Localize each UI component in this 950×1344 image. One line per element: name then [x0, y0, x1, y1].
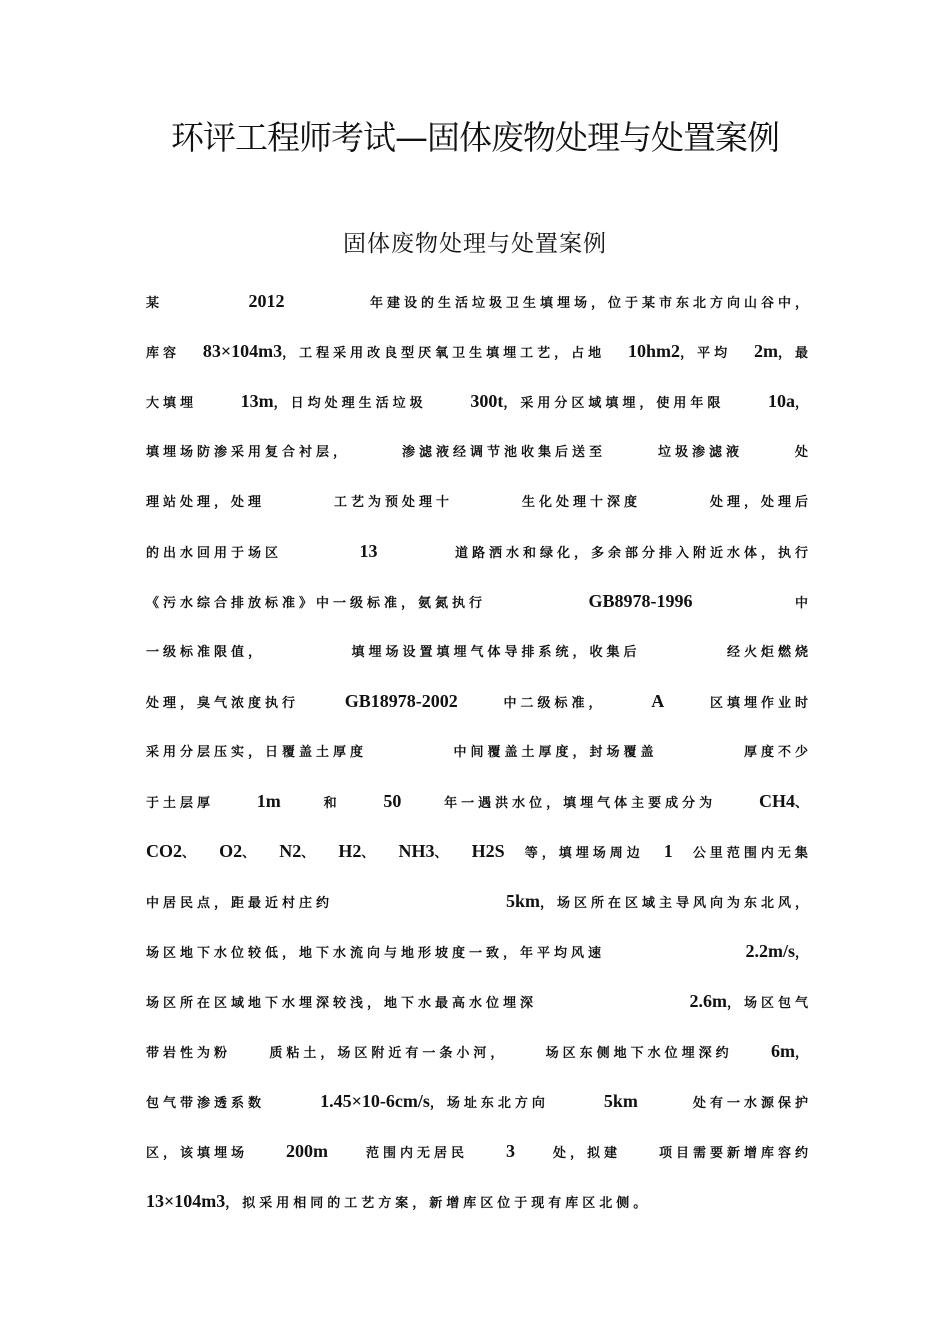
text-segment: 场区地下水位较低，地下水流向与地形坡度一致，年平均风速: [146, 946, 606, 961]
text-line: [146, 536, 812, 586]
text-segment: 公里范围内无集: [692, 846, 812, 861]
text-segment: 包气带渗透系数: [146, 1096, 266, 1111]
text-segment: 区填埋作业时: [709, 696, 812, 711]
text-segment: 50: [383, 791, 402, 811]
text-segment: 质粘土，场区附近有一条小河，: [269, 1046, 508, 1061]
text-line: [146, 336, 812, 386]
text-segment: O2、: [219, 841, 260, 861]
text-segment: 年建设的生活垃圾卫生填埋场，位于某市东北方向山谷中，: [369, 296, 812, 311]
text-segment: 1.45×10-6cm/s，场址东北方向: [320, 1091, 549, 1111]
text-segment: 道路洒水和绿化，多余部分排入附近水体，执行: [454, 546, 812, 561]
text-segment: 《污水综合排放标准》中一级标准，氨氮执行: [146, 596, 487, 611]
text-segment: 5km: [603, 1091, 638, 1111]
text-segment: 渗滤液经调节池收集后送至: [401, 445, 606, 460]
text-segment: 83×104m3，工程采用改良型厌氧卫生填埋工艺，占地: [202, 341, 606, 361]
text-segment: 2.6m，场区包气: [689, 991, 812, 1011]
text-segment: 项目需要新增库容约: [658, 1146, 812, 1161]
text-segment: 垃圾渗滤液: [657, 445, 743, 460]
text-segment: GB8978-1996: [588, 591, 693, 611]
text-segment: 中间覆盖土厚度，封场覆盖: [453, 745, 658, 760]
text-segment: 13m，日均处理生活垃圾: [240, 391, 427, 411]
text-segment: 6m，: [770, 1041, 812, 1061]
text-segment: 填埋场防渗采用复合衬层，: [146, 445, 351, 460]
text-segment: 的出水回用于场区: [146, 546, 283, 561]
text-segment: 300t，采用分区域填埋，使用年限: [470, 391, 725, 411]
text-segment: 范围内无居民: [365, 1146, 468, 1161]
text-segment: 处有一水源保护: [692, 1096, 812, 1111]
text-line: [146, 786, 812, 836]
text-segment: H2、: [338, 841, 379, 861]
text-line: [146, 386, 812, 436]
text-segment: 10a，: [767, 391, 812, 411]
text-segment: 填埋场设置填埋气体导排系统，收集后: [351, 645, 641, 660]
document-title: 环评工程师考试—固体废物处理与处置案例: [171, 118, 779, 157]
text-line: [146, 1086, 812, 1136]
text-segment: A: [651, 691, 665, 711]
text-segment: 200m: [286, 1141, 328, 1161]
text-line: [146, 436, 812, 486]
text-segment: 场区东侧地下水位埋深约: [545, 1046, 733, 1061]
text-line: [146, 886, 812, 936]
text-segment: 厚度不少: [743, 745, 812, 760]
text-segment: 13: [359, 541, 378, 561]
text-line: [146, 1136, 812, 1186]
text-segment: GB18978-2002: [344, 691, 458, 711]
text-line: [146, 686, 812, 736]
text-segment: 5km，场区所在区域主导风向为东北风，: [505, 891, 812, 911]
text-segment: 一级标准限值，: [146, 645, 266, 660]
text-segment: 经火炬燃烧: [726, 645, 812, 660]
text-segment: 采用分层压实，日覆盖土厚度: [146, 745, 368, 760]
text-line: [146, 486, 812, 536]
text-segment: 大填埋: [146, 396, 198, 411]
text-segment: 10hm2，平均: [628, 341, 732, 361]
text-segment: 工艺为预处理十: [333, 495, 453, 510]
text-segment: 1: [663, 841, 673, 861]
text-segment: 带岩性为粉: [146, 1046, 232, 1061]
text-line: [146, 736, 812, 786]
text-segment: 理站处理，处理: [146, 495, 266, 510]
text-segment: 于土层厚: [146, 796, 215, 811]
text-line: [146, 936, 812, 986]
text-segment: 2.2m/s，: [745, 941, 812, 961]
text-segment: H2S: [471, 841, 505, 861]
text-segment: 1m: [256, 791, 281, 811]
text-segment: NH3、: [398, 841, 452, 861]
text-segment: 处，拟建: [552, 1146, 621, 1161]
text-line: [146, 636, 812, 686]
text-segment: CO2、: [146, 841, 200, 861]
text-segment: 年一遇洪水位，填埋气体主要成分为: [444, 796, 717, 811]
text-segment: N2、: [279, 841, 319, 861]
text-segment: 2m，最: [753, 341, 812, 361]
text-segment: 某: [146, 296, 164, 311]
text-segment: 库容: [146, 346, 181, 361]
text-line: [146, 586, 812, 636]
text-segment: CH4、: [758, 791, 812, 811]
text-segment: 等，填埋场周边: [524, 846, 644, 861]
text-segment: 2012: [248, 291, 285, 311]
text-segment: 中居民点，距最近村庄约: [146, 896, 334, 911]
text-segment: 中二级标准，: [503, 696, 606, 711]
text-segment: 3: [505, 1141, 515, 1161]
text-segment: 处理，臭气浓度执行: [146, 696, 300, 711]
text-segment: 处: [794, 445, 812, 460]
text-line: [146, 986, 812, 1036]
text-segment: 中: [794, 596, 812, 611]
text-segment: 生化处理十深度: [521, 495, 641, 510]
text-segment: 13×104m3，拟采用相同的工艺方案，新增库区位于现有库区北侧。: [146, 1191, 651, 1211]
body-text: [146, 286, 812, 1236]
text-line: [146, 1036, 812, 1086]
text-segment: 和: [323, 796, 341, 811]
text-line: [146, 1186, 812, 1236]
text-line: [146, 286, 812, 336]
document-subtitle: 固体废物处理与处置案例: [343, 231, 607, 257]
text-segment: 场区所在区域地下水埋深较浅，地下水最高水位埋深: [146, 996, 538, 1011]
text-segment: 处理，处理后: [709, 495, 812, 510]
text-line: [146, 836, 812, 886]
text-segment: 区，该填埋场: [146, 1146, 249, 1161]
